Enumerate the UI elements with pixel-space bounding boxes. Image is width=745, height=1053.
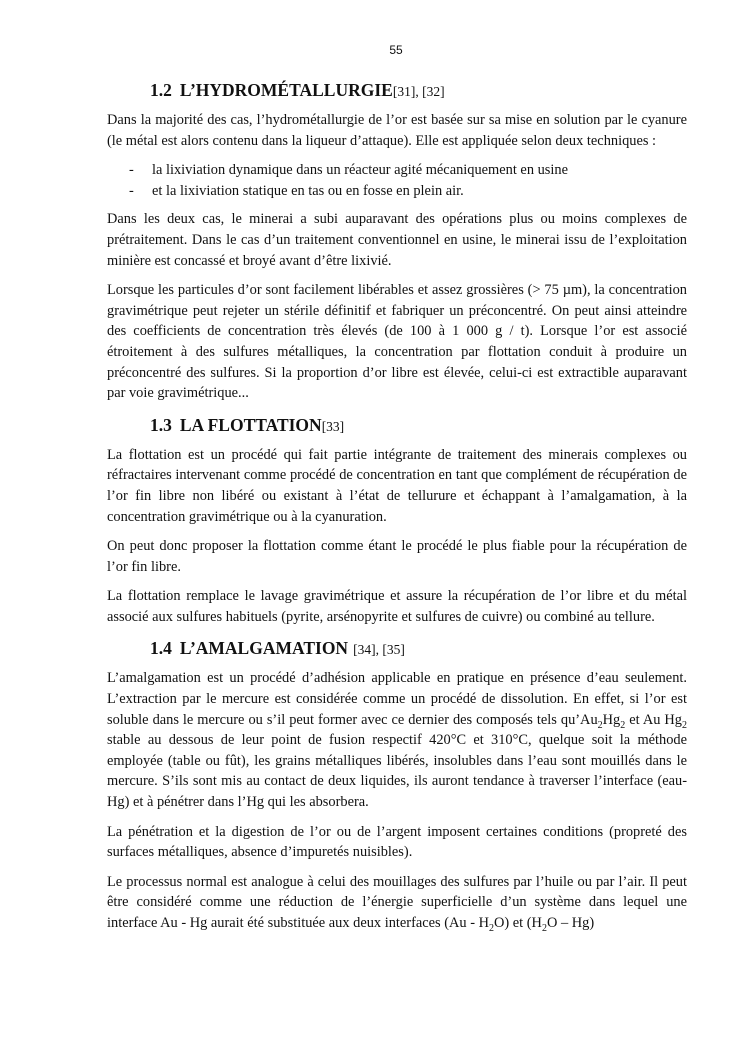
document-body (107, 78, 687, 943)
text-run: Le processus normal est analogue à celui des mouillages des sulfures par l’huile ou par l’air. Il peut être considéré comme une réduction de l’énergie superficielle d’un système dans lequel une interface Au - Hg aurait été substituée aux deux interfaces (Au - H (107, 873, 687, 931)
text-run: O – Hg) (546, 915, 595, 931)
bullet-dash: - (129, 162, 134, 179)
section-number: 1.3 (150, 414, 172, 435)
list-item-text: et la lixiviation statique en tas ou en fosse en plein air. (152, 182, 464, 199)
list-item-text: la lixiviation dynamique dans un réacteur agité mécaniquement en usine (152, 162, 568, 179)
section-references: [33] (321, 418, 345, 434)
paragraph: La flottation est un procédé qui fait partie intégrante de traitement des minerais complexes ou réfractaires intervenant comme procédé de concentration en tant que complément de récupération de l’or fin libre non libéré ou existant à l’état de tellurure et échappant à l’amalgamation, à la concentration gravimétrique ou à la cyanuration. (107, 446, 687, 525)
page-number: 55 (389, 43, 403, 57)
text-run: L’amalgamation est un procédé d’adhésion applicable en pratique en présence d’eau seulement. L’extraction par le mercure est considérée comme un procédé de dissolution. En effet, si l’or est soluble dans le mercure ou s’il peut former avec ce dernier des composés tels qu’Au (107, 670, 687, 728)
section-title: L’AMALGAMATION (179, 638, 349, 659)
text-run: stable au dessous de leur point de fusion respectif 420°C et 310°C, quelque soit la méthode employée (table ou fût), les grains métalliques libérés, insolubles dans l’eau sont mouillés dans le mercure. S’ils sont mis au contact de deux liquides, ils auront tendance à traverser l’interface (eau-Hg) et à pénétrer dans l’Hg qui les absorbera. (107, 732, 687, 811)
section-heading-1-4 (107, 636, 687, 662)
paragraph: La pénétration et la digestion de l’or ou de l’argent imposent certaines conditions (propreté des surfaces métalliques, absence d’impuretés nuisibles). (107, 823, 687, 861)
paragraph: Lorsque les particules d’or sont facilement libérables et assez grossières (> 75 µm), la concentration gravimétrique peut rejeter un stérile définitif et fabriquer un préconcentré. On peut ainsi atteindre des coefficients de concentration très élevés (de 100 à 1 000 g / t). Lorsque l’or est associé étroitement à des sulfures métalliques, la concentration par flottation conduit à produire un préconcentré des sulfures. Si la proportion d’or libre est élevée, celui-ci est extractible auparavant par voie gravimétrique... (107, 282, 687, 402)
text-run: O) et (H (494, 915, 542, 931)
paragraph: Dans les deux cas, le minerai a subi auparavant des opérations plus ou moins complexes de prétraitement. Dans le cas d’un traitement conventionnel en usine, le minerai issu de l’exploitation minière est concassé et broyé avant d’être lixivié. (107, 211, 687, 269)
subscript: 2 (682, 719, 687, 731)
section-number: 1.4 (150, 638, 172, 659)
section-title: LA FLOTTATION (179, 414, 322, 435)
paragraph (107, 668, 687, 812)
subscript: 2 (597, 719, 603, 731)
paragraph: Dans la majorité des cas, l’hydrométallurgie de l’or est basée sur sa mise en solution par le cyanure (le métal est alors contenu dans la liqueur d’attaque). Elle est appliquée selon deux techniques : (107, 112, 687, 149)
section-references: [34], [35] (353, 642, 405, 658)
list-item (107, 160, 687, 181)
paragraph: La flottation remplace le lavage gravimétrique et assure la récupération de l’or libre et du métal associé aux sulfures habituels (pyrite, arsénopyrite et sulfures de cuivre) ou combiné au tellure. (107, 588, 687, 625)
text-run: Hg (602, 711, 621, 728)
bullet-list (107, 160, 687, 201)
list-item (107, 181, 687, 202)
bullet-dash: - (129, 182, 134, 199)
section-number: 1.2 (150, 80, 172, 100)
subscript: 2 (541, 922, 547, 934)
paragraph: On peut donc proposer la flottation comme étant le procédé le plus fiable pour la récupération de l’or fin libre. (107, 538, 687, 575)
section-heading-1-2 (107, 78, 687, 104)
section-heading-1-3 (107, 413, 687, 439)
section-references: [31], [32] (392, 84, 445, 99)
subscript: 2 (620, 719, 626, 731)
section-title: L’HYDROMÉTALLURGIE (179, 80, 393, 100)
paragraph (107, 872, 687, 934)
text-run: et Au Hg (625, 711, 682, 728)
subscript: 2 (489, 922, 494, 934)
